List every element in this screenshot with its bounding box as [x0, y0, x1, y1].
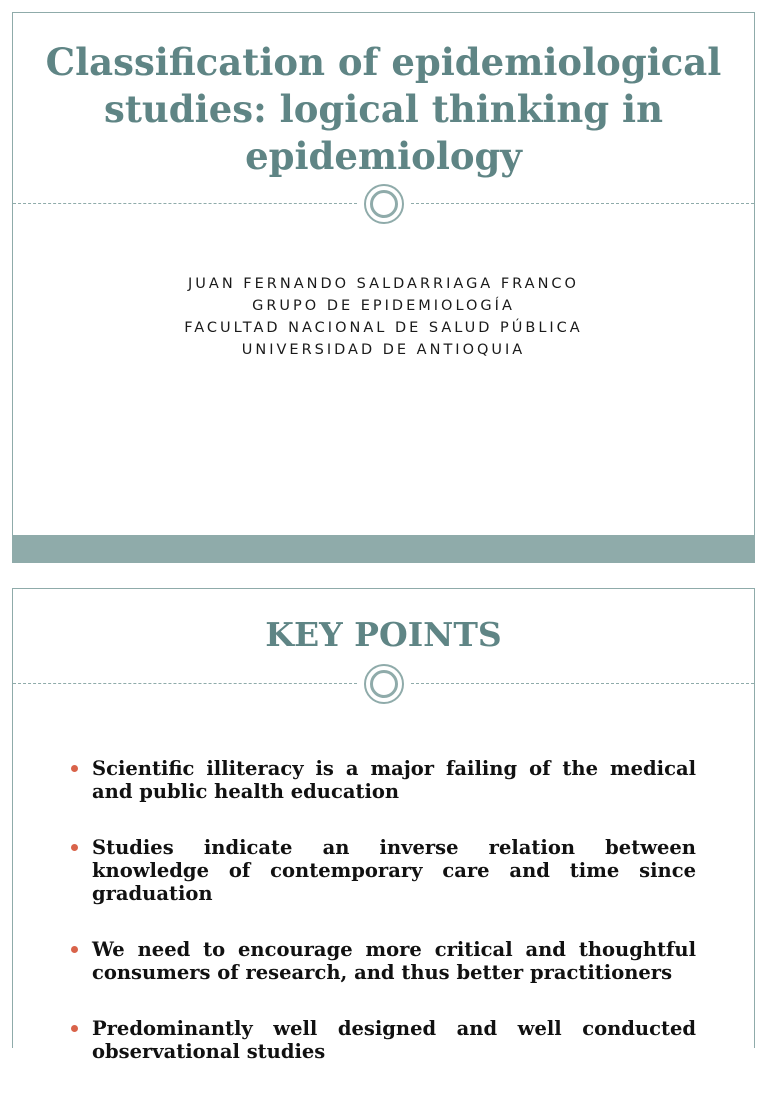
bullet-text: Studies indicate an inverse relation between knowledge of contemporary care and time since graduation [92, 836, 696, 905]
bullet-dot-icon [71, 844, 78, 851]
list-item [68, 1017, 696, 1063]
ornament-divider [13, 184, 754, 224]
circle-ornament-icon [364, 184, 404, 224]
footer-band [13, 535, 754, 562]
key-points-slide [12, 588, 755, 1063]
bullet-text: Scientific illiteracy is a major failing of the medical and public health education [92, 757, 696, 803]
ornament-divider [13, 664, 754, 704]
divider-line-left [13, 683, 357, 684]
slide-title: KEY POINTS [265, 615, 502, 654]
key-points-list [68, 757, 696, 1096]
bullet-dot-icon [71, 946, 78, 953]
list-item [68, 938, 696, 984]
bullet-dot-icon [71, 1025, 78, 1032]
divider-line-right [411, 683, 754, 684]
author-group: GRUPO DE EPIDEMIOLOGÍA [252, 298, 515, 314]
divider-line-left [13, 203, 357, 204]
list-item [68, 757, 696, 803]
divider-line-right [411, 203, 754, 204]
bullet-text: Predominantly well designed and well conducted observational studies [92, 1017, 696, 1063]
title-slide [12, 12, 755, 563]
bullet-dot-icon [71, 765, 78, 772]
author-name: JUAN FERNANDO SALDARRIAGA FRANCO [188, 276, 579, 292]
circle-ornament-icon [364, 664, 404, 704]
slide-title: Classification of epidemiological studies: logical thinking in epidemiology [45, 40, 722, 178]
author-university: UNIVERSIDAD DE ANTIOQUIA [241, 342, 526, 358]
list-item [68, 836, 696, 905]
author-block [13, 273, 754, 361]
author-faculty: FACULTAD NACIONAL DE SALUD PÚBLICA [184, 320, 583, 336]
bullet-text: We need to encourage more critical and thoughtful consumers of research, and thus better practitioners [92, 938, 696, 984]
